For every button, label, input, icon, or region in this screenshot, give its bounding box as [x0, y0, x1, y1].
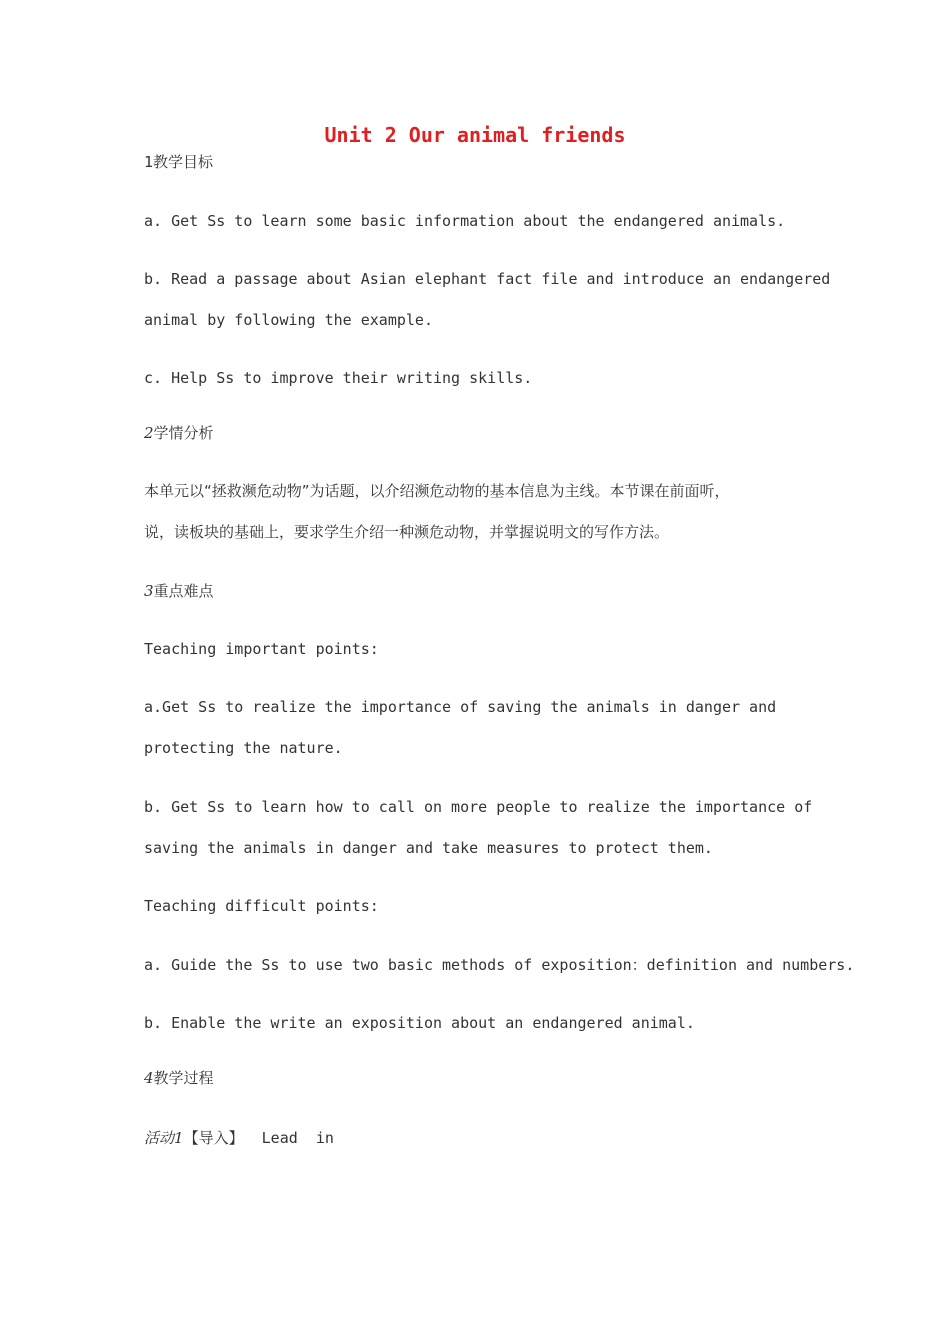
difficult-a: a. Guide the Ss to use two basic methods of exposition：definition and numbers.: [144, 956, 855, 974]
section-4-heading: [144, 1068, 214, 1088]
difficult-b: b. Enable the write an exposition about an endangered animal.: [144, 1014, 695, 1032]
section-1-number: 1: [144, 153, 154, 171]
activity-prefix: 活动: [144, 1129, 175, 1147]
section-4-number: 4: [144, 1069, 154, 1087]
analysis-para-line2: 说，读板块的基础上，要求学生介绍一种濒危动物，并掌握说明文的写作方法。: [144, 523, 670, 541]
objective-b-line2: animal by following the example.: [144, 311, 433, 329]
section-3-number: 3: [144, 582, 154, 600]
important-b-line2: saving the animals in danger and take measures to protect them.: [144, 839, 713, 857]
section-4-title: 教学过程: [153, 1069, 214, 1087]
important-a-line1: a.Get Ss to realize the importance of saving the animals in danger and: [144, 698, 777, 716]
section-1-title: 教学目标: [153, 153, 214, 171]
section-3-title: 重点难点: [153, 582, 214, 600]
activity-1-line: [144, 1128, 334, 1148]
activity-number: 1: [174, 1129, 184, 1147]
section-1-heading: [144, 152, 213, 172]
activity-text: Lead in: [261, 1129, 334, 1147]
important-a-line2: protecting the nature.: [144, 739, 343, 757]
difficult-points-label: Teaching difficult points:: [144, 897, 379, 915]
analysis-para-line1: 本单元以“拯救濒危动物”为话题，以介绍濒危动物的基本信息为主线。本节课在前面听，: [144, 482, 730, 500]
objective-b-line1: b. Read a passage about Asian elephant fact file and introduce an endangered: [144, 270, 831, 288]
important-b-line1: b. Get Ss to learn how to call on more people to realize the importance of: [144, 798, 813, 816]
activity-tag: 【导入】: [183, 1129, 244, 1147]
section-2-number: 2: [144, 424, 154, 442]
section-3-heading: [144, 581, 214, 601]
important-points-label: Teaching important points:: [144, 640, 379, 658]
objective-c: c. Help Ss to improve their writing skills.: [144, 369, 533, 387]
section-2-title: 学情分析: [153, 424, 214, 442]
objective-a: a. Get Ss to learn some basic information about the endangered animals.: [144, 212, 786, 230]
section-2-heading: [144, 423, 214, 443]
document-title: Unit 2 Our animal friends: [324, 123, 626, 147]
